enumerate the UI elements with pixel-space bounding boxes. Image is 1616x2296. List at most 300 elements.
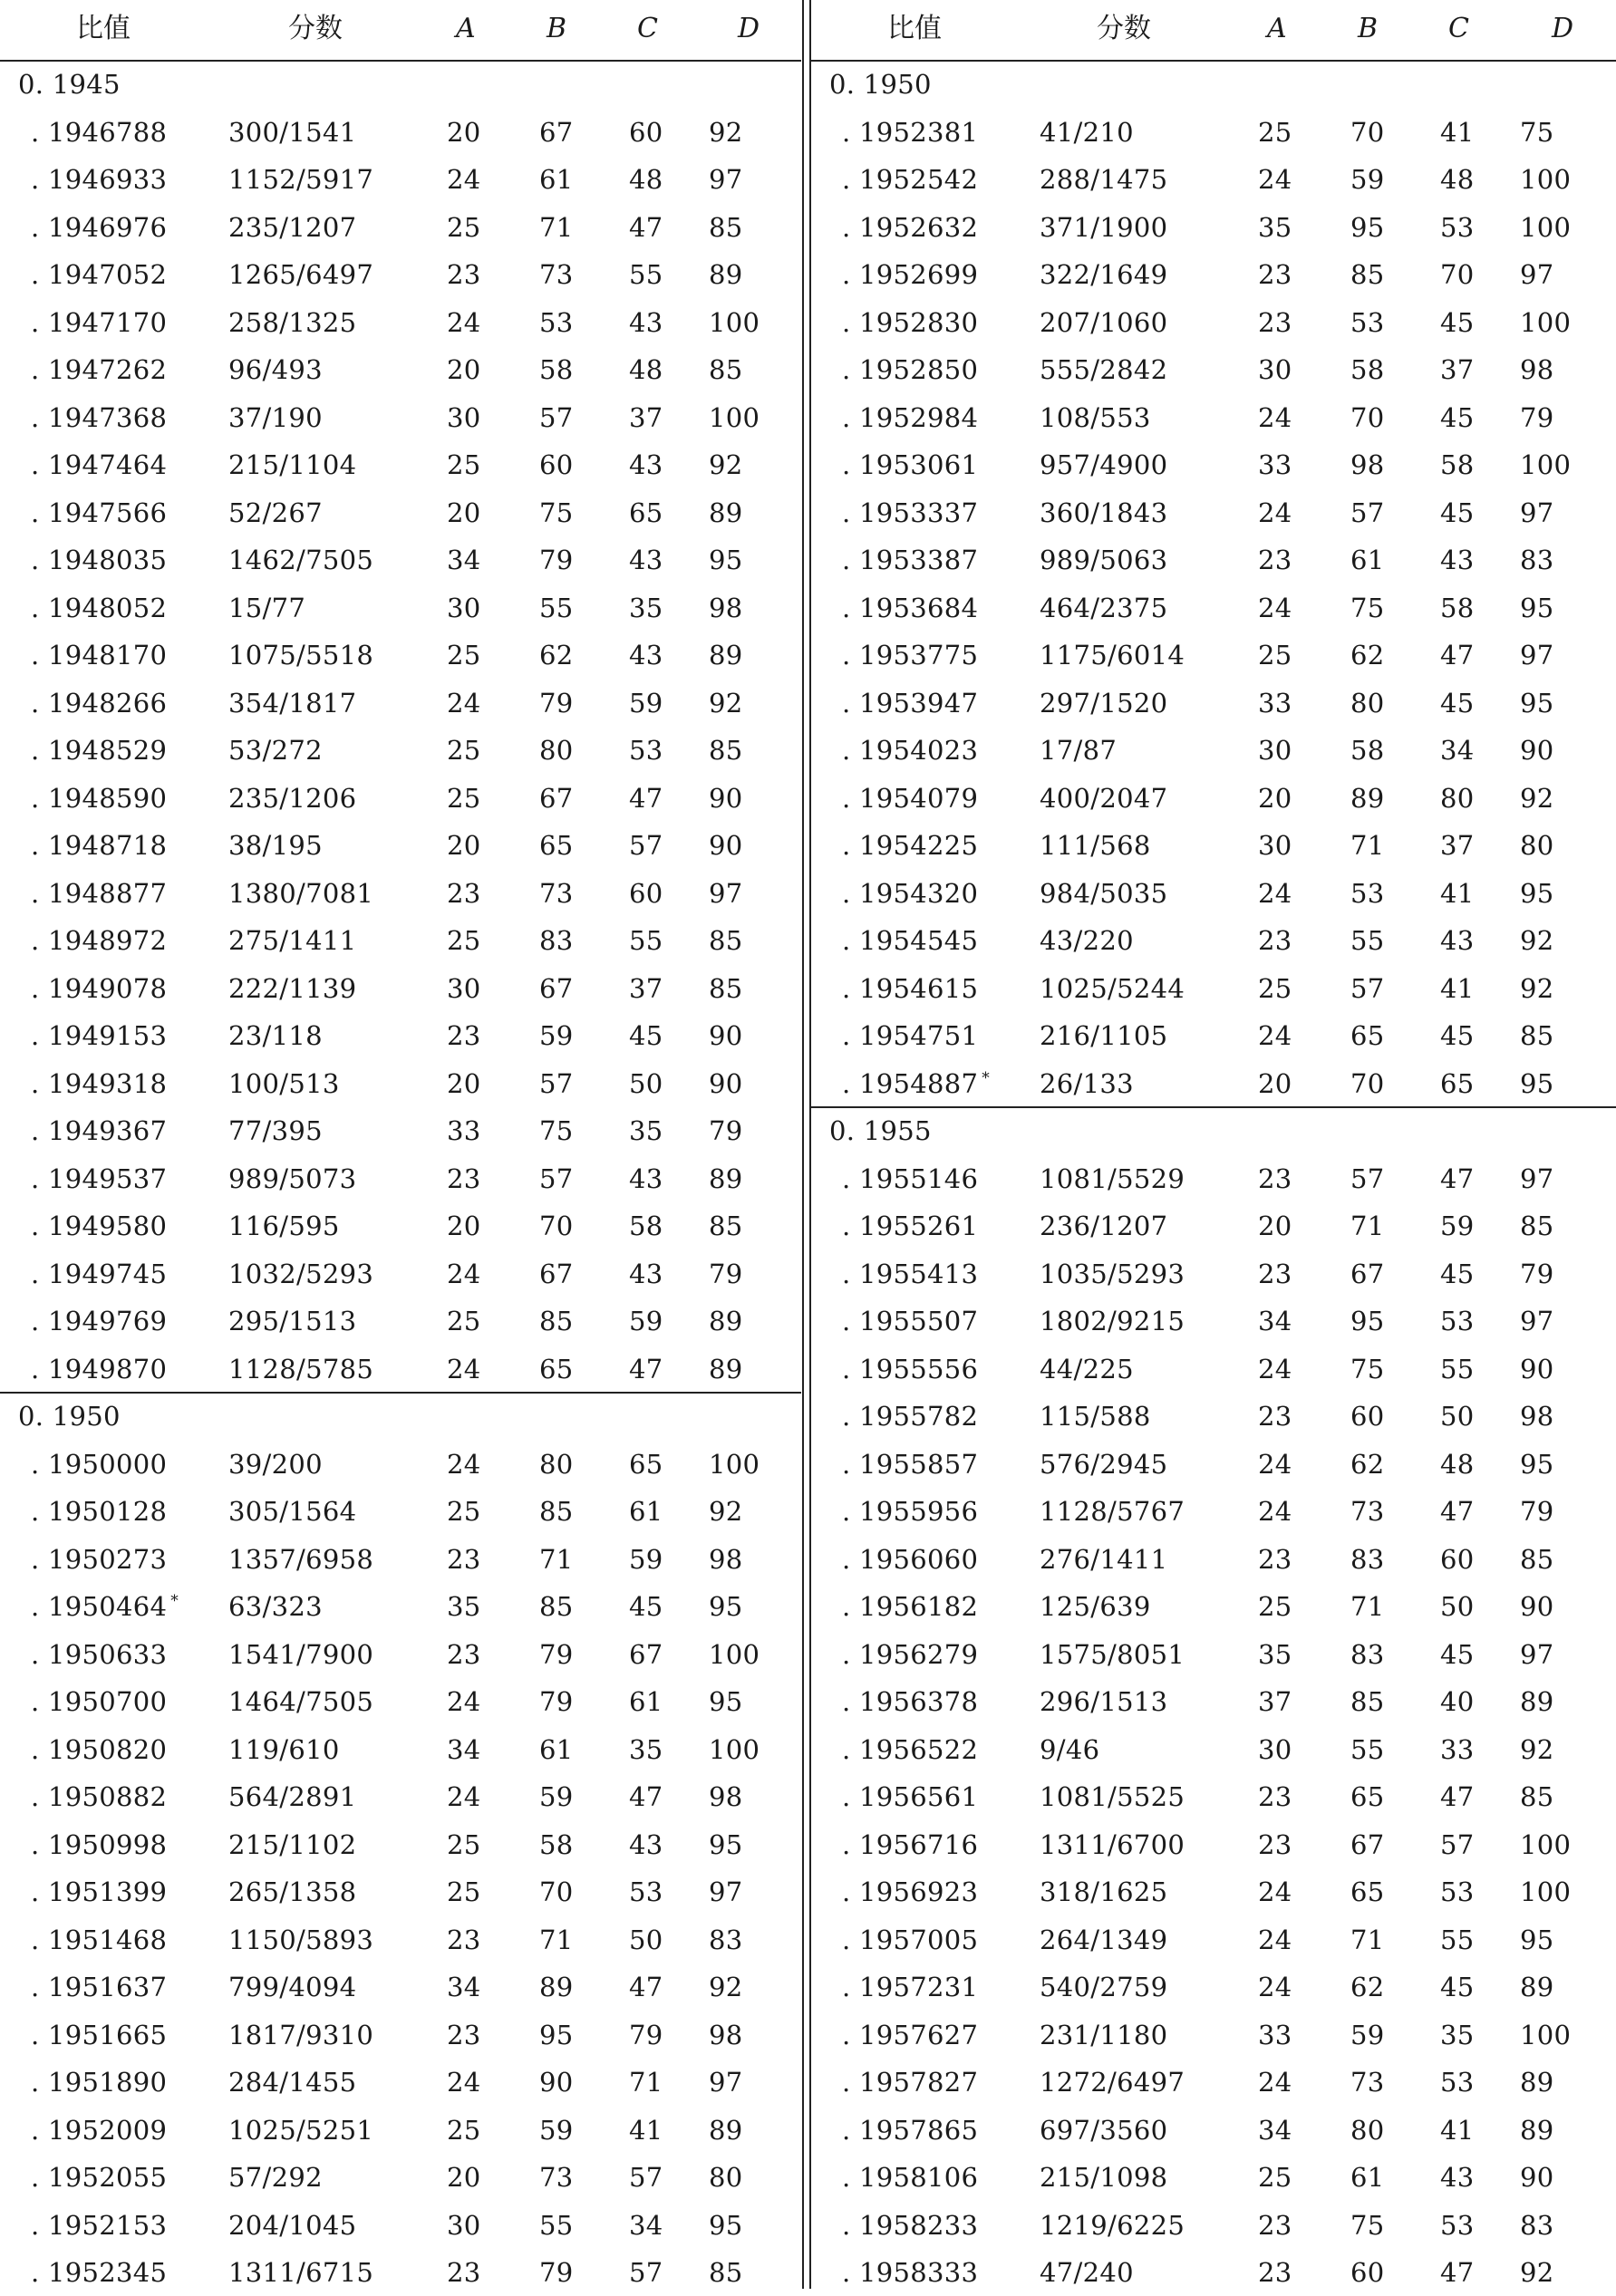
table-row (811, 1915, 1616, 1963)
table-row (0, 1915, 801, 1963)
a-cell-text: 30 (1258, 1733, 1292, 1765)
ratio-cell-text: . 1955413 (842, 1258, 979, 1289)
fraction-cell-text: 318/1625 (1040, 1876, 1168, 1907)
table-row (0, 1297, 801, 1345)
fraction-cell (228, 1449, 323, 1480)
b-cell (1350, 973, 1385, 1004)
table-row (811, 108, 1616, 156)
d-cell-text: 95 (709, 1828, 743, 1860)
fraction-cell (228, 1544, 373, 1575)
b-cell-text: 83 (539, 925, 574, 956)
b-cell-text: 57 (539, 1067, 574, 1099)
ratio-cell-text: . 1952542 (842, 164, 979, 195)
d-cell-text: 97 (1520, 640, 1554, 670)
fraction-cell (228, 1639, 373, 1670)
a-cell (1258, 1781, 1292, 1812)
d-cell-text: 89 (1520, 2067, 1554, 2098)
b-cell-text: 57 (1350, 1162, 1385, 1194)
table-row (811, 1963, 1616, 2011)
a-cell-text: 23 (1258, 545, 1292, 575)
b-cell (539, 1306, 574, 1336)
c-cell (1440, 1781, 1475, 1812)
table-row (0, 821, 801, 869)
a-cell-text: 25 (1258, 116, 1292, 148)
d-cell-text: 98 (709, 592, 743, 623)
ratio-cell-text: . 1950700 (31, 1686, 168, 1717)
b-cell (539, 1115, 574, 1146)
ratio-cell-text: . 1955261 (842, 1211, 979, 1241)
b-cell (1350, 545, 1385, 575)
b-cell-text: 70 (1350, 401, 1385, 433)
ratio-cell (31, 2257, 167, 2288)
ratio-cell-text: . 1952632 (842, 211, 979, 243)
c-cell-text: 71 (629, 2067, 663, 2098)
b-cell-text: 75 (539, 1115, 574, 1146)
fraction-cell-text: 264/1349 (1040, 1924, 1168, 1955)
ratio-cell-text: . 1951637 (31, 1972, 168, 2002)
a-cell (447, 2020, 481, 2050)
ratio-cell (842, 164, 978, 195)
c-cell-text: 57 (629, 2162, 663, 2193)
a-cell-text: 25 (447, 1876, 481, 1907)
c-cell (629, 2020, 663, 2050)
fraction-cell (228, 925, 356, 956)
ratio-cell-text: . 1952009 (31, 2114, 168, 2146)
fraction-cell (1040, 1163, 1185, 1194)
ratio-cell-text: . 1958233 (842, 2209, 979, 2241)
a-cell (447, 1020, 481, 1051)
fraction-cell-text: 115/588 (1040, 1401, 1151, 1432)
c-cell (629, 1354, 663, 1384)
ratio-cell (31, 593, 167, 623)
fraction-cell-text: 540/2759 (1040, 1972, 1168, 2002)
b-cell-text: 70 (539, 1876, 574, 1907)
b-cell (539, 1734, 574, 1765)
table-row (0, 1820, 801, 1868)
c-cell-text: 33 (1440, 1733, 1475, 1765)
d-cell (1520, 497, 1554, 528)
a-cell (1258, 307, 1292, 338)
c-cell-text: 53 (1440, 1876, 1475, 1907)
d-cell-text: 100 (1520, 449, 1572, 480)
fraction-cell-text: 957/4900 (1040, 449, 1168, 480)
a-cell (1258, 1306, 1292, 1336)
c-cell-text: 50 (629, 1924, 663, 1955)
fraction-cell-text: 1311/6700 (1040, 1828, 1185, 1860)
c-cell-text: 58 (1440, 449, 1475, 480)
d-cell-text: 92 (1520, 972, 1554, 1004)
b-cell-text: 79 (539, 687, 574, 719)
b-cell-text: 62 (539, 640, 574, 670)
fraction-cell-text: 1025/5244 (1040, 972, 1185, 1004)
a-cell (447, 402, 481, 433)
b-cell (1350, 1496, 1385, 1527)
b-cell-text: 75 (1350, 592, 1385, 623)
ratio-cell-text: . 1946976 (31, 211, 168, 243)
d-cell (709, 878, 743, 909)
b-cell-text: 70 (539, 1211, 574, 1241)
b-cell-text: 53 (1350, 877, 1385, 909)
ratio-cell (842, 1829, 978, 1860)
group-rule (0, 1392, 801, 1394)
table-header-right (811, 0, 1616, 62)
b-cell-text: 59 (1350, 164, 1385, 195)
d-cell (1520, 1068, 1554, 1099)
ratio-cell (31, 1876, 167, 1907)
fraction-cell-text: 1219/6225 (1040, 2209, 1185, 2241)
a-cell-text: 25 (447, 735, 481, 766)
fraction-cell (228, 1259, 373, 1289)
c-cell (1440, 402, 1475, 433)
d-cell-text: 98 (709, 1781, 743, 1812)
table-row (0, 1630, 801, 1678)
a-cell-text: 34 (1258, 1306, 1292, 1336)
fraction-cell (1040, 735, 1117, 766)
ratio-cell (31, 1306, 167, 1336)
table-row (0, 393, 801, 441)
ratio-cell (842, 1496, 978, 1527)
d-cell (709, 354, 743, 385)
c-cell-text: 53 (1440, 211, 1475, 243)
a-cell-text: 20 (447, 830, 481, 861)
ratio-cell (31, 1496, 167, 1527)
d-cell (709, 117, 743, 148)
b-cell (1350, 1449, 1385, 1480)
b-cell-text: 59 (1350, 2019, 1385, 2050)
c-cell (1440, 1496, 1475, 1527)
fraction-cell (228, 1211, 340, 1241)
c-cell (629, 497, 663, 528)
ratio-cell-text: . 1949318 (31, 1067, 168, 1099)
b-cell-text: 85 (539, 1591, 574, 1622)
ratio-cell (31, 2162, 167, 2193)
c-cell (629, 1259, 663, 1289)
fraction-cell (1040, 307, 1167, 338)
c-cell-text: 43 (629, 1162, 663, 1194)
c-cell (629, 259, 663, 290)
fraction-cell-text: 360/1843 (1040, 497, 1168, 528)
c-cell-text: 55 (629, 925, 663, 956)
b-cell-text: 59 (539, 1020, 574, 1051)
a-cell (447, 1544, 481, 1575)
d-cell-text: 92 (1520, 1733, 1554, 1765)
fraction-cell-text: 555/2842 (1040, 354, 1168, 385)
d-cell (709, 1591, 743, 1622)
ratio-cell (31, 1544, 167, 1575)
d-cell (709, 2162, 743, 2193)
d-cell (709, 1068, 743, 1099)
b-cell (539, 497, 574, 528)
fraction-cell-text: 1802/9215 (1040, 1306, 1185, 1336)
b-cell-text: 75 (539, 497, 574, 528)
d-cell-text: 95 (709, 1591, 743, 1622)
b-cell (539, 1449, 574, 1480)
group-label: 0. 1945 (18, 69, 121, 100)
ratio-cell-text: . 1948529 (31, 735, 168, 766)
table-row (811, 1820, 1616, 1868)
ratio-cell (31, 878, 167, 909)
ratio-cell-text: . 1948877 (31, 877, 168, 909)
b-cell (539, 2257, 574, 2288)
d-cell-text: 98 (1520, 1401, 1554, 1432)
fraction-cell (1040, 1306, 1185, 1336)
d-cell (1520, 1211, 1554, 1241)
b-cell-text: 83 (1350, 1543, 1385, 1575)
table-row (811, 821, 1616, 869)
ratio-cell (31, 1734, 167, 1765)
fraction-cell (228, 212, 356, 243)
b-cell (539, 688, 574, 719)
d-cell-text: 97 (1520, 1638, 1554, 1670)
c-cell-text: 65 (629, 1448, 663, 1480)
fraction-cell (1040, 973, 1185, 1004)
d-cell-text: 83 (1520, 545, 1554, 575)
b-cell-text: 67 (539, 116, 574, 148)
a-cell (1258, 640, 1292, 670)
ratio-cell-text: . 1952345 (31, 2257, 168, 2288)
b-cell (1350, 449, 1385, 480)
c-cell-text: 58 (629, 1211, 663, 1241)
c-cell (1440, 1925, 1475, 1955)
ratio-cell (842, 117, 978, 148)
c-cell-text: 80 (1440, 782, 1475, 814)
a-cell-text: 25 (447, 782, 481, 814)
d-cell-text: 85 (709, 1211, 743, 1241)
b-cell (539, 1639, 574, 1670)
d-cell (1520, 1876, 1571, 1907)
table-row (811, 964, 1616, 1012)
c-cell (1440, 1639, 1475, 1670)
a-cell-text: 20 (447, 2162, 481, 2193)
a-cell-text: 33 (1258, 449, 1292, 480)
c-cell (629, 1639, 663, 1670)
fraction-cell (228, 449, 356, 480)
ratio-cell (842, 1163, 978, 1194)
d-cell (709, 973, 743, 1004)
b-cell (539, 1544, 574, 1575)
b-cell (539, 830, 574, 861)
c-cell-text: 50 (1440, 1591, 1475, 1622)
c-cell-text: 41 (1440, 116, 1475, 148)
c-cell-text: 35 (629, 1115, 663, 1146)
d-cell (1520, 1972, 1554, 2002)
ratio-cell-text: . 1956716 (842, 1828, 979, 1860)
fraction-cell (1040, 593, 1167, 623)
b-cell-text: 58 (1350, 735, 1385, 766)
fraction-cell-text: 215/1104 (228, 449, 357, 480)
c-cell (1440, 2162, 1475, 2193)
a-cell (447, 1163, 481, 1194)
d-cell-text: 92 (709, 1972, 743, 2002)
table-row (0, 1487, 801, 1535)
d-cell-text: 92 (709, 116, 743, 148)
ratio-cell-text: . 1949367 (31, 1115, 168, 1146)
fraction-cell (228, 2115, 373, 2146)
fraction-cell (228, 2020, 373, 2050)
fraction-cell-text: 265/1358 (228, 1876, 357, 1907)
a-cell (447, 2210, 481, 2241)
table-row (811, 2058, 1616, 2106)
b-cell-text: 89 (539, 1972, 574, 2002)
table-row (811, 250, 1616, 298)
a-cell (447, 640, 481, 670)
d-cell (1520, 1686, 1554, 1717)
d-cell-text: 85 (709, 735, 743, 766)
a-cell (1258, 1972, 1292, 2002)
fraction-cell (1040, 449, 1167, 480)
ratio-cell-text: . 1954615 (842, 972, 979, 1004)
c-cell-text: 55 (629, 259, 663, 290)
ratio-cell (31, 688, 167, 719)
d-cell (1520, 973, 1554, 1004)
ratio-cell (31, 2115, 167, 2146)
ratio-cell-text: . 1948590 (31, 782, 168, 814)
c-cell-text: 37 (1440, 830, 1475, 861)
d-cell-text: 79 (709, 1258, 743, 1289)
b-cell-text: 60 (1350, 2257, 1385, 2288)
a-cell (1258, 2115, 1292, 2146)
c-cell-text: 57 (629, 830, 663, 861)
fraction-cell (1040, 2162, 1167, 2193)
table-row (811, 726, 1616, 774)
d-cell-text: 90 (709, 1067, 743, 1099)
group-header-row (0, 1392, 801, 1440)
table-row (0, 1582, 801, 1630)
a-cell-text: 23 (447, 1638, 481, 1670)
a-cell-text: 24 (447, 306, 481, 338)
ratio-cell (842, 1925, 978, 1955)
fraction-cell (228, 1020, 323, 1051)
table-row (0, 1677, 801, 1725)
d-cell-text: 92 (709, 1496, 743, 1527)
fraction-cell (1040, 1829, 1185, 1860)
d-cell (709, 545, 743, 575)
a-cell-text: 24 (1258, 877, 1292, 909)
a-cell-text: 25 (447, 1496, 481, 1527)
fraction-cell-text: 1357/6958 (228, 1543, 374, 1575)
group-label: 0. 1950 (18, 1401, 121, 1432)
ratio-cell-text: . 1955556 (842, 1353, 979, 1384)
b-cell (539, 1068, 574, 1099)
fraction-cell (1040, 402, 1151, 433)
fraction-cell (1040, 497, 1167, 528)
a-cell (447, 1591, 481, 1622)
c-cell-text: 43 (629, 1828, 663, 1860)
ratio-cell (842, 2115, 978, 2146)
table-row (0, 2106, 801, 2154)
d-cell-text: 79 (1520, 1258, 1554, 1289)
c-cell (1440, 1734, 1475, 1765)
b-cell-text: 55 (539, 592, 574, 623)
a-cell-text: 33 (1258, 687, 1292, 719)
table-row (0, 108, 801, 156)
b-cell (1350, 593, 1385, 623)
table-row (811, 1630, 1616, 1678)
b-cell (1350, 1020, 1385, 1051)
fraction-cell (1040, 1591, 1151, 1622)
a-cell (447, 307, 481, 338)
a-cell (1258, 1496, 1292, 1527)
a-cell-text: 30 (447, 401, 481, 433)
c-cell (629, 830, 663, 861)
ratio-cell (842, 1354, 978, 1384)
b-cell-text: 79 (539, 1686, 574, 1717)
ratio-cell (31, 1972, 167, 2002)
d-cell (709, 1972, 743, 2002)
fraction-cell-text: 464/2375 (1040, 592, 1168, 623)
c-cell (629, 2115, 663, 2146)
d-cell-text: 100 (1520, 164, 1572, 195)
fraction-cell-text: 1265/6497 (228, 259, 374, 290)
fraction-cell (228, 878, 373, 909)
c-cell (629, 735, 663, 766)
a-cell (1258, 1354, 1292, 1384)
fraction-cell (228, 545, 373, 575)
fraction-cell (1040, 259, 1167, 290)
d-cell-text: 89 (1520, 2114, 1554, 2146)
header-b: B (547, 13, 567, 44)
ratio-cell (842, 449, 978, 480)
fraction-cell (1040, 1544, 1167, 1575)
table-row (811, 155, 1616, 203)
d-cell (1520, 1354, 1554, 1384)
table-row (0, 298, 801, 346)
c-cell-text: 45 (1440, 687, 1475, 719)
a-cell (447, 545, 481, 575)
fraction-cell-text: 1128/5767 (1040, 1496, 1185, 1527)
d-cell (1520, 735, 1554, 766)
a-cell (1258, 1068, 1292, 1099)
c-cell (629, 925, 663, 956)
ratio-cell-text: . 1948266 (31, 687, 168, 719)
c-cell-text: 79 (629, 2019, 663, 2050)
ratio-cell-text: . 1947052 (31, 259, 168, 290)
table-row (0, 155, 801, 203)
fraction-cell-text: 215/1098 (1040, 2162, 1168, 2193)
ratio-cell-text: . 1951665 (31, 2019, 168, 2050)
d-cell-text: 83 (1520, 2209, 1554, 2241)
ratio-cell-text: . 1954023 (842, 735, 979, 766)
ratio-cell (31, 1829, 167, 1860)
ratio-cell (31, 1163, 167, 1194)
fraction-cell-text: 1150/5893 (228, 1924, 374, 1955)
a-cell (447, 164, 481, 195)
fraction-cell (1040, 2067, 1185, 2098)
d-cell-text: 90 (1520, 1591, 1554, 1622)
d-cell (709, 164, 743, 195)
fraction-cell (228, 1591, 323, 1622)
table-row (0, 1867, 801, 1915)
ratio-cell (31, 1115, 167, 1146)
table-row (0, 774, 801, 822)
a-cell (447, 925, 481, 956)
a-cell-text: 25 (1258, 1591, 1292, 1622)
b-cell (539, 1925, 574, 1955)
fraction-cell (228, 1972, 356, 2002)
fraction-cell-text: 1081/5525 (1040, 1781, 1185, 1812)
fraction-cell-text: 1175/6014 (1040, 640, 1185, 670)
d-cell (1520, 688, 1554, 719)
ratio-cell-text: . 1950128 (31, 1496, 168, 1527)
c-cell (629, 593, 663, 623)
d-cell (1520, 1306, 1554, 1336)
b-cell-text: 65 (1350, 1020, 1385, 1051)
a-cell-text: 23 (1258, 1543, 1292, 1575)
a-cell (1258, 1449, 1292, 1480)
ratio-cell-text: . 1949745 (31, 1258, 168, 1289)
ratio-cell-text: . 1956060 (842, 1543, 979, 1575)
table-row (811, 535, 1616, 584)
